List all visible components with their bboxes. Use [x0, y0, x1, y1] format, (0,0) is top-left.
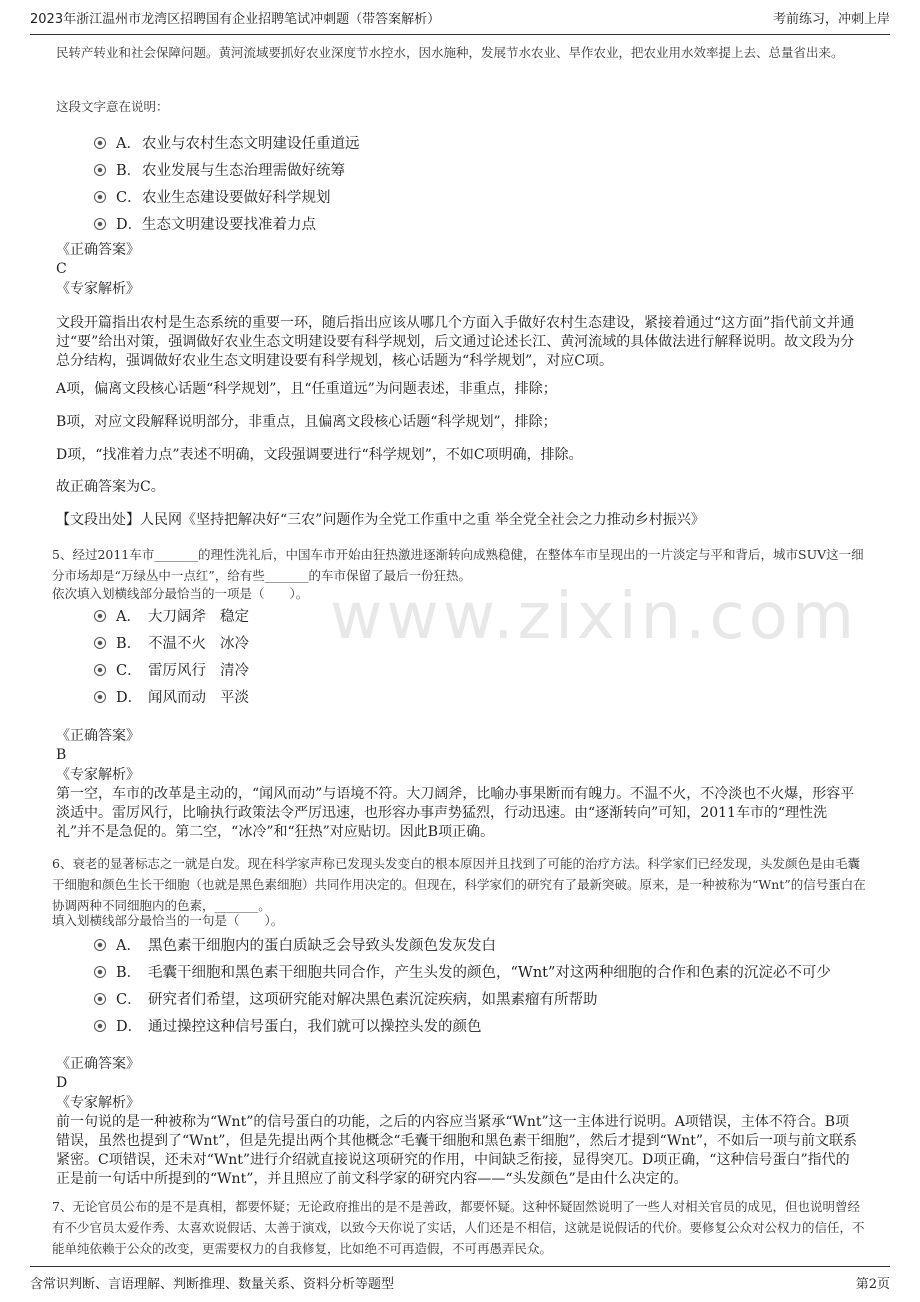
option-c[interactable]: C． 农业生态建设要做好科学规划 [94, 186, 331, 207]
option-text: 生态文明建设要找准着力点 [142, 217, 316, 233]
conclusion: 故正确答案为C。 [56, 479, 165, 495]
option-word-1: 雷厉风行 [148, 663, 206, 679]
radio-button-icon[interactable] [94, 993, 106, 1005]
source-citation: 【文段出处】人民网《坚持把解决好“三农”问题作为全党工作重中之重 举全党全社会之力推动乡村振兴》 [56, 512, 705, 528]
analysis-title: 《专家解析》 [56, 767, 140, 783]
option-word-1: 不温不火 [148, 636, 206, 652]
analysis-text: 第一空，车市的改革是主动的，“闻风而动”与语境不符。大刀阔斧，比喻办事果断而有魄力。不温不火，不冷淡也不火爆，形容平淡适中。雷厉风行，比喻执行政策法令严厉迅速，也形容办事声势猛烈，行动迅速。由“逐渐转向”可知，2011车市的“理性洗礼”并不是急促的。第二空，“冰冷”和“狂热”对应贴切。因此B项正确。 [56, 786, 855, 840]
page-number: 第2页 [855, 1276, 890, 1292]
document-title: 2023年浙江温州市龙湾区招聘国有企业招聘笔试冲刺题（带答案解析） [30, 11, 441, 27]
answer-title: 《正确答案》 [56, 242, 140, 258]
question-6-ask: 填入划横线部分最恰当的一句是（ ）。 [52, 913, 284, 928]
analysis-option-d: D项，“找准着力点”表述不明确，文段强调要进行“科学规划”，不如C项明确，排除。 [56, 447, 583, 463]
analysis-text: 文段开篇指出农村是生态系统的重要一环，随后指出应该从哪几个方面入手做好农村生态建设，紧接着通过“这方面”指代前文并通过“要”给出对策，强调做好农业生态文明建设要有科学规划，后文通过论述长江、黄河流域的具体做法进行解释说明。故文段为分总分结构，强调做好农业生态文明建设要有科学规划，核心话题为“科学规划”，对应C项。 [56, 315, 855, 369]
option-word-2: 稳定 [220, 609, 249, 625]
option-b[interactable]: B． 不温不火 冰冷 [94, 632, 249, 653]
radio-button-icon[interactable] [94, 1020, 106, 1032]
page-header [30, 0, 890, 35]
option-d[interactable]: D． 闻风而动 平淡 [94, 686, 249, 707]
radio-button-icon[interactable] [94, 610, 106, 622]
option-a[interactable]: A． 黑色素干细胞内的蛋白质缺乏会导致头发颜色发灰发白 [94, 934, 496, 955]
option-text: 黑色素干细胞内的蛋白质缺乏会导致头发颜色发灰发白 [148, 938, 496, 954]
radio-button-icon[interactable] [94, 191, 106, 203]
option-a[interactable]: A． 大刀阔斧 稳定 [94, 605, 249, 626]
page-footer [30, 1266, 890, 1297]
question-5-ask: 依次填入划横线部分最恰当的一项是（ ）。 [52, 586, 309, 601]
header-slogan: 考前练习，冲刺上岸 [772, 11, 890, 27]
option-c[interactable]: C． 雷厉风行 清冷 [94, 659, 249, 680]
option-word-2: 平淡 [220, 690, 249, 706]
option-word-2: 冰冷 [220, 636, 249, 652]
option-word-1: 闻风而动 [148, 690, 206, 706]
option-b[interactable]: B． 毛囊干细胞和黑色素干细胞共同合作，产生头发的颜色，“Wnt”对这两种细胞的合作和色素的沉淀必不可少 [94, 961, 831, 982]
option-text: 农业生态建设要做好科学规划 [142, 190, 331, 206]
radio-button-icon[interactable] [94, 137, 106, 149]
option-text: 农业发展与生态治理需做好统筹 [142, 163, 345, 179]
analysis-text: 前一句说的是一种被称为“Wnt”的信号蛋白的功能，之后的内容应当紧承“Wnt”这一主体进行说明。A项错误，主体不符合。B项错误，虽然也提到了“Wnt”，但是先提出两个其他概念“毛囊干细胞和黑色素干细胞”，然后才提到“Wnt”，不如后一项与前文联系紧密。C项错误，还未对“Wnt”进行介绍就直接说这项研究的作用，中间缺乏衔接，显得突兀。D项正确，“这种信号蛋白”指代的正是前一句话中所提到的“Wnt”，并且照应了前文科学家的研究内容——“头发颜色”是由什么决定的。 [56, 1114, 858, 1187]
option-c[interactable]: C． 研究者们希望，这项研究能对解决黑色素沉淀疾病，如黑素瘤有所帮助 [94, 988, 598, 1009]
option-word-1: 大刀阔斧 [148, 609, 206, 625]
analysis-title: 《专家解析》 [56, 1095, 140, 1111]
option-text: 通过操控这种信号蛋白，我们就可以操控头发的颜色 [148, 1019, 482, 1035]
option-word-2: 清冷 [220, 663, 249, 679]
radio-button-icon[interactable] [94, 218, 106, 230]
radio-button-icon[interactable] [94, 939, 106, 951]
analysis-title: 《专家解析》 [56, 281, 140, 297]
option-text: 毛囊干细胞和黑色素干细胞共同合作，产生头发的颜色，“Wnt”对这两种细胞的合作和色素的沉淀必不可少 [148, 965, 831, 981]
analysis-option-b: B项，对应文段解释说明部分，非重点，且偏离文段核心话题“科学规划”，排除； [56, 414, 557, 430]
footer-note: 含常识判断、言语理解、判断推理、数量关系、资料分析等题型 [30, 1276, 395, 1292]
radio-button-icon[interactable] [94, 664, 106, 676]
answer-title: 《正确答案》 [56, 1056, 140, 1072]
option-text: 农业与农村生态文明建设任重道远 [142, 136, 360, 152]
answer-value: C [56, 261, 67, 277]
answer-value: D [56, 1075, 68, 1091]
radio-button-icon[interactable] [94, 966, 106, 978]
radio-button-icon[interactable] [94, 637, 106, 649]
option-text: 研究者们希望，这项研究能对解决黑色素沉淀疾病，如黑素瘤有所帮助 [148, 992, 598, 1008]
analysis-option-a: A项，偏离文段核心话题“科学规划”，且“任重道远”为问题表述，非重点，排除； [56, 381, 557, 397]
option-b[interactable]: B． 农业发展与生态治理需做好统筹 [94, 159, 345, 180]
option-d[interactable]: D． 通过操控这种信号蛋白，我们就可以操控头发的颜色 [94, 1015, 482, 1036]
radio-button-icon[interactable] [94, 691, 106, 703]
question-6-stem: 6、衰老的显著标志之一就是白发。现在科学家声称已发现头发变白的根本原因并且找到了可能的治疗方法。科学家们已经发现，头发颜色是由毛囊干细胞和颜色生长干细胞（也就是黑色素细胞）共同作用决定的。但现在，科学家们的研究有了最新突破。原来，是一种被称为“Wnt”的信号蛋白在协调两种不同细胞内的色素，_______。 [52, 856, 866, 913]
question-5-stem: 5、经过2011车市_______的理性洗礼后，中国车市开始由狂热激进逐渐转向成熟稳健，在整体车市呈现出的一片淡定与平和背后，城市SUV这一细分市场却是“万绿丛中一点红”，给有些_______的车市保留了最后一份狂热。 [52, 547, 864, 583]
radio-button-icon[interactable] [94, 164, 106, 176]
question-stem: 这段文字意在说明： [56, 99, 169, 114]
intro-text: 民转产转业和社会保障问题。黄河流域要抓好农业深度节水控水，因水施种，发展节水农业、旱作农业，把农业用水效率提上去、总量省出来。 [56, 45, 844, 60]
option-a[interactable]: A． 农业与农村生态文明建设任重道远 [94, 132, 360, 153]
watermark: www.zixin.com [330, 580, 859, 654]
option-d[interactable]: D． 生态文明建设要找准着力点 [94, 213, 316, 234]
question-7-stem: 7、无论官员公布的是不是真相，都要怀疑；无论政府推出的是不是善政，都要怀疑。这种怀疑固然说明了一些人对相关官员的成见，但也说明曾经有不少官员太爱作秀、太喜欢说假话、太善于演戏，以致今天你说了实话，人们还是不相信，这就是说假话的代价。要修复公众对公权力的信任，不能单纯依赖于公众的改变，更需要权力的自我修复，比如绝不可再造假，不可再愚弄民众。 [52, 1199, 865, 1256]
answer-title: 《正确答案》 [56, 728, 140, 744]
answer-value: B [56, 747, 67, 763]
